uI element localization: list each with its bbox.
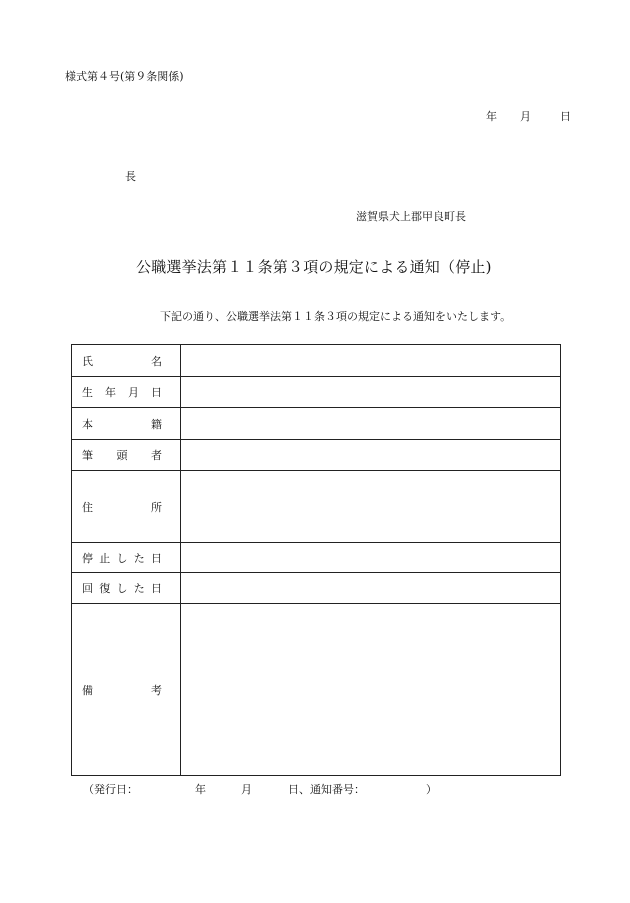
footer-close: ） bbox=[426, 783, 437, 796]
footer-month: 月 bbox=[241, 783, 252, 796]
date-day-label: 日 bbox=[560, 110, 571, 123]
row-remarks bbox=[72, 604, 561, 776]
row-restored-date bbox=[72, 573, 561, 604]
value-address[interactable] bbox=[181, 471, 561, 543]
value-birthdate[interactable] bbox=[181, 377, 561, 408]
value-domicile[interactable] bbox=[181, 408, 561, 440]
notification-form-table bbox=[71, 344, 561, 776]
row-suspended-date bbox=[72, 543, 561, 573]
label-suspended-date: 停 止 し た 日 bbox=[72, 543, 181, 573]
date-line bbox=[486, 108, 571, 124]
footer-issue-date-label: （発行日： bbox=[83, 783, 138, 796]
row-head-of-household bbox=[72, 440, 561, 471]
footer-year: 年 bbox=[195, 783, 206, 796]
lead-text: 下記の通り、公職選挙法第１１条３項の規定による通知をいたします。 bbox=[160, 310, 512, 323]
label-address: 住 所 bbox=[72, 471, 181, 543]
row-domicile bbox=[72, 408, 561, 440]
document-title: 公職選挙法第１１条第３項の規定による通知（停止) bbox=[136, 258, 492, 276]
value-head-of-household[interactable] bbox=[181, 440, 561, 471]
row-name bbox=[72, 345, 561, 377]
sender-name: 滋賀県犬上郡甲良町長 bbox=[356, 210, 466, 223]
value-restored-date[interactable] bbox=[181, 573, 561, 604]
row-address bbox=[72, 471, 561, 543]
value-suspended-date[interactable] bbox=[181, 543, 561, 573]
label-domicile: 本 籍 bbox=[72, 408, 181, 440]
label-head-of-household: 筆 頭 者 bbox=[72, 440, 181, 471]
value-remarks[interactable] bbox=[181, 604, 561, 776]
date-month-label: 月 bbox=[520, 110, 531, 123]
addressee: 長 bbox=[125, 170, 136, 183]
value-name[interactable] bbox=[181, 345, 561, 377]
issue-footer bbox=[83, 781, 437, 797]
row-birthdate bbox=[72, 377, 561, 408]
label-restored-date: 回 復 し た 日 bbox=[72, 573, 181, 604]
label-birthdate: 生 年 月 日 bbox=[72, 377, 181, 408]
label-remarks: 備 考 bbox=[72, 604, 181, 776]
label-name: 氏 名 bbox=[72, 345, 181, 377]
date-year-label: 年 bbox=[486, 110, 497, 123]
footer-day-number-label: 日、通知番号： bbox=[288, 783, 365, 796]
form-number: 様式第４号(第９条関係) bbox=[65, 70, 184, 83]
